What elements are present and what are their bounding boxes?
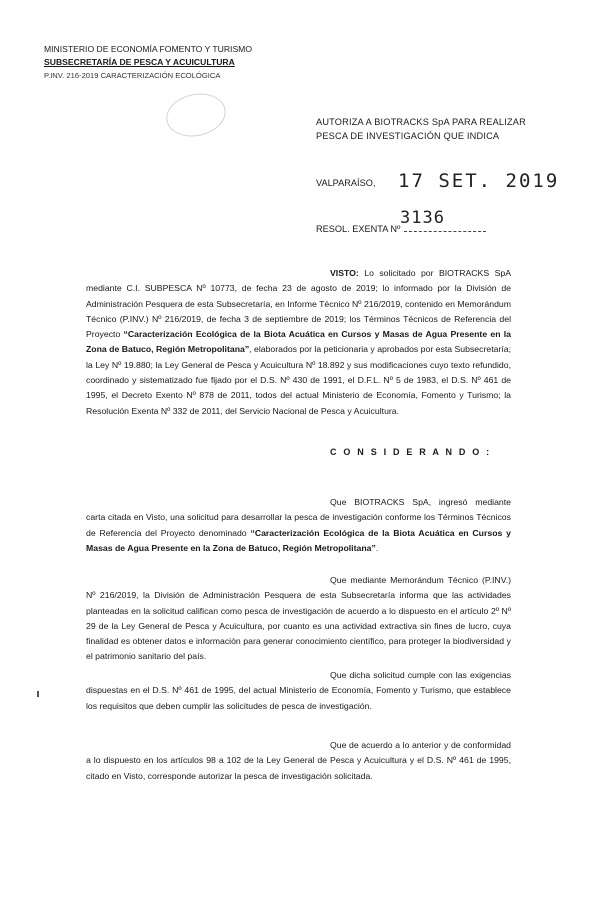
considerando-heading: C O N S I D E R A N D O :	[330, 447, 492, 457]
visto-text-b: , elaborados por la peticionaria y aprobados por esta Subsecretaría; la Ley Nº 19.880; la Ley General de Pesca y Acuicultura Nº 18.892 y sus modificaciones cuyo texto refundido, coordinado y sistematizado fue fijado por el D.S. Nº 430 de 1991, el D.F.L. Nº 5 de 1983, el D.S. Nº 461 de 1995, el Decreto Exento Nº 878 de 2011, todos del actual Ministerio de Economía, Fomento y Turismo; la Resolución Exenta Nº 332 de 2011, del Servicio Nacional de Pesca y Acuicultura.	[86, 344, 511, 416]
c1-project-title: “Caracterización Ecológica de la Biota Acuática en Cursos y Masas de Agua Presente en la Zona de Batuco, Región Metropolitana”	[86, 527, 511, 553]
handwritten-date: 17 SET. 2019	[398, 170, 560, 192]
c1-text-b: .	[375, 542, 379, 553]
subject-line-2: PESCA DE INVESTIGACIÓN QUE INDICA	[316, 130, 500, 141]
subject-line-1: AUTORIZA A BIOTRACKS SpA PARA REALIZAR	[316, 117, 526, 127]
considerando-2	[86, 573, 511, 665]
c3-text: Que dicha solicitud cumple con las exigencias dispuestas en el D.S. Nº 461 de 1995, del actual Ministerio de Economía, Fomento y Turismo, que establece los requisitos que deben cumplir las solicitudes de pesca de investigación.	[86, 670, 511, 711]
visto-text-a: Lo solicitado por BIOTRACKS SpA mediante C.I. SUBPESCA Nº 10773, de fecha 23 de agosto de 2019; lo informado por la División de Administración Pesquera de esta Subsecretaría, en Informe Técnico Nº 216/2019, contenido en Memorándum Técnico (P.INV.) Nº 216/2019, de fecha 3 de septiembre de 2019; los Términos Técnicos de Referencia del Proyecto	[86, 268, 511, 340]
faded-stamp	[162, 88, 229, 142]
handwritten-resolution-number: 3136	[400, 208, 445, 228]
considerando-1	[86, 495, 511, 556]
margin-mark	[37, 691, 39, 697]
document-subject	[316, 116, 526, 143]
resolution-label-line	[316, 224, 486, 234]
reference-code: P.INV. 216-2019 CARACTERIZACIÓN ECOLÓGICA	[44, 71, 221, 80]
considerando-3	[86, 668, 511, 714]
c1-text-a: Que BIOTRACKS SpA, ingresó mediante carta citada en Visto, una solicitud para desarrollar la pesca de investigación conforme los Términos Técnicos de Referencia del Proyecto denominado	[86, 497, 511, 538]
visto-label: VISTO:	[330, 268, 359, 278]
place-label: VALPARAÍSO,	[316, 178, 376, 188]
visto-paragraph	[86, 266, 511, 419]
considerando-4	[86, 738, 511, 784]
visto-project-title: “Caracterización Ecológica de la Biota Acuática en Cursos y Masas de Agua Presente en la Zona de Batuco, Región Metropolitana”	[86, 329, 512, 355]
resolution-number-blank	[404, 231, 486, 232]
c4-text: Que de acuerdo a lo anterior y de conformidad a lo dispuesto en los artículos 98 a 102 de la Ley General de Pesca y Acuicultura y el D.S. Nº 461 de 1995, citado en Visto, corresponde autorizar la pesca de investigación solicitada.	[86, 740, 511, 781]
resolution-label: RESOL. EXENTA Nº	[316, 224, 401, 234]
c2-text: Que mediante Memorándum Técnico (P.INV.) Nº 216/2019, la División de Administración Pesquera de esta Subsecretaría informa que las actividades planteadas en la solicitud califican como pesca de investigación de acuerdo a lo dispuesto en el artículo 2º Nº 29 de la Ley General de Pesca y Acuicultura, por cuanto es una actividad extractiva sin fines de lucro, cuya finalidad es obtener datos e información para generar conocimiento científico, para proteger la biodiversidad y el patrimonio sanitario del país.	[86, 575, 511, 662]
ministry-name: MINISTERIO DE ECONOMÍA FOMENTO Y TURISMO	[44, 44, 253, 54]
subsecretaria-name: SUBSECRETARÍA DE PESCA Y ACUICULTURA	[44, 57, 235, 67]
